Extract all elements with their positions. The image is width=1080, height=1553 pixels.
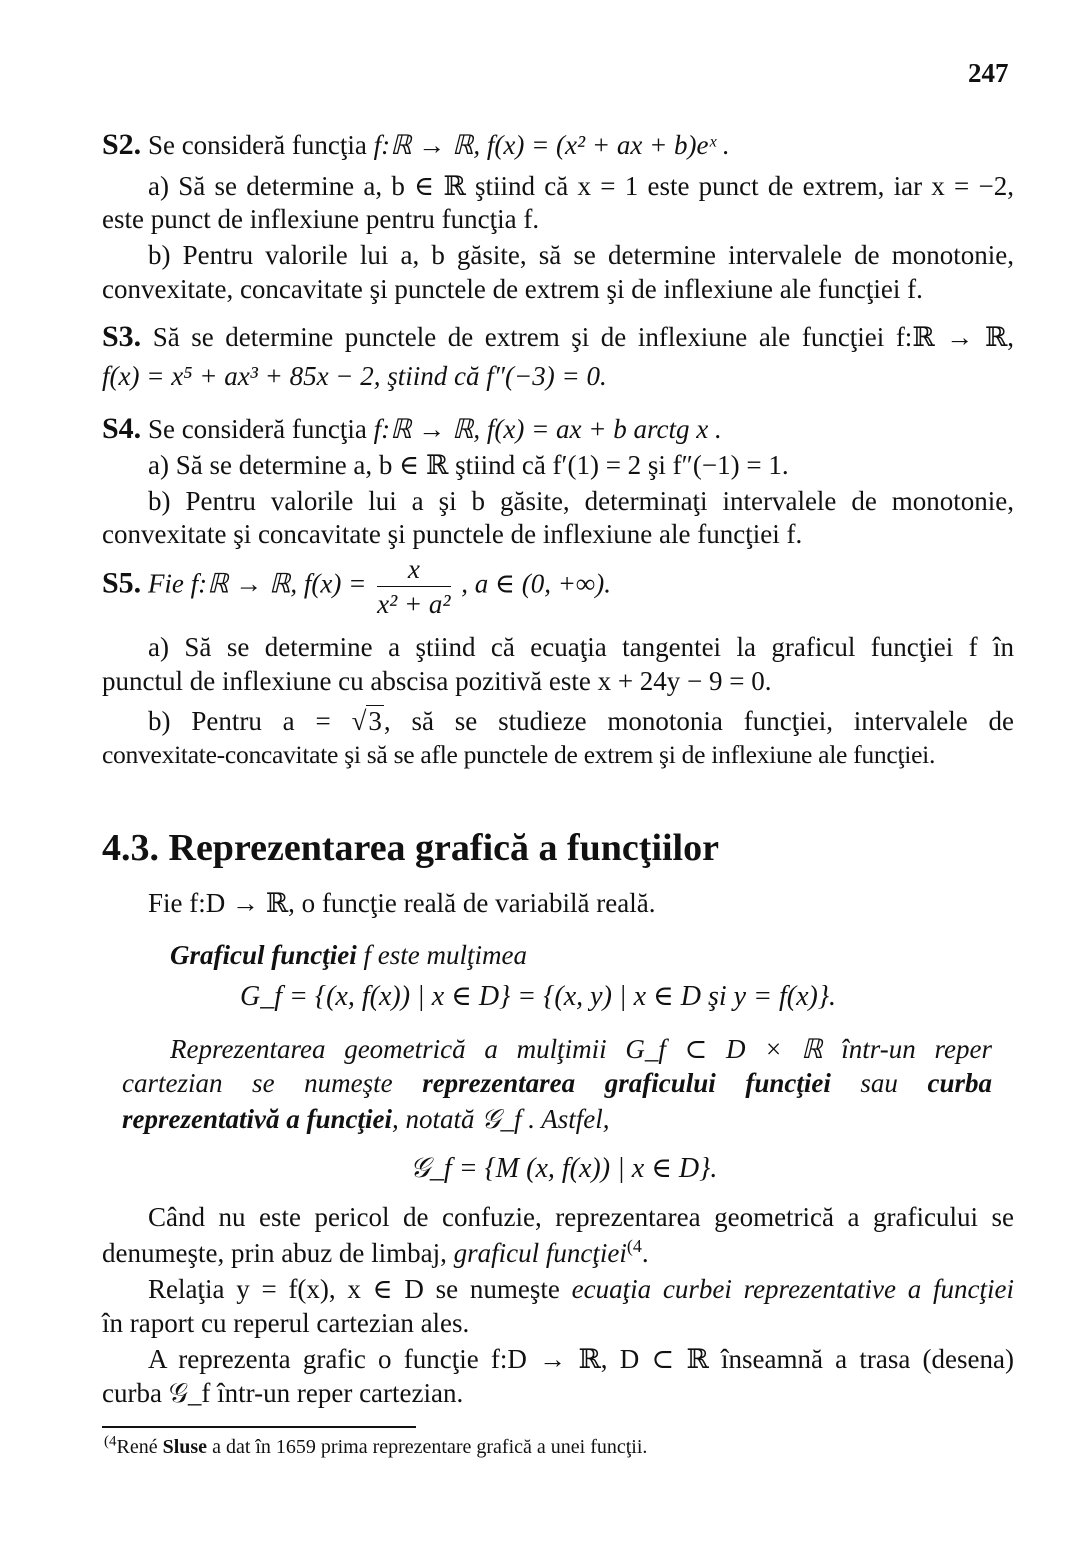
fraction-numerator: x bbox=[377, 552, 450, 587]
exercise-s2-part-b-line2: convexitate, concavitate şi punctele de extrem şi de inflexiune ale funcţiei f. bbox=[102, 274, 923, 304]
part-text: Să se determine a, b ∈ ℝ ştiind că x = 1 este punct de extrem, iar x = −2, bbox=[178, 171, 1014, 201]
exercise-label: S4. bbox=[102, 412, 142, 445]
exercise-s2-header bbox=[102, 128, 730, 162]
graph-definition bbox=[170, 938, 527, 972]
italic-term: ecuaţia curbei reprezentative a funcţiei bbox=[571, 1274, 1014, 1304]
exercise-s5-part-a-line2: punctul de inflexiune cu abscisa pozitivă este x + 24y − 9 = 0. bbox=[102, 666, 772, 696]
part-label: a) bbox=[148, 171, 169, 201]
paragraph-confusion-line1: Când nu este pericol de confuzie, reprezentarea geometrică a graficului se bbox=[148, 1202, 1014, 1232]
paragraph-represent-line2: curba 𝒢_f într-un reper cartezian. bbox=[102, 1378, 464, 1408]
term-bold: reprezentativă a funcţiei bbox=[122, 1104, 392, 1134]
part-text: Pentru a = bbox=[191, 706, 331, 736]
part-label: b) bbox=[148, 240, 171, 270]
exercise-s4-part-a bbox=[148, 448, 789, 482]
footnote-divider bbox=[102, 1426, 416, 1428]
term-bold: curba bbox=[927, 1068, 993, 1098]
footnote-text: a dat în 1659 prima reprezentare grafică a unei funcţii. bbox=[207, 1436, 648, 1458]
exercise-s5-header bbox=[102, 552, 611, 621]
footnote-text: René bbox=[116, 1436, 163, 1458]
paragraph-text: Relaţia y = f(x), x ∈ D se numeşte bbox=[148, 1274, 572, 1304]
exercise-s2-part-a-line1 bbox=[148, 169, 1014, 203]
paragraph-text: . bbox=[641, 1238, 649, 1268]
parameter-domain: , a ∈ (0, +∞). bbox=[461, 568, 611, 599]
part-text: Pentru valorile lui a, b găsite, să se determine intervalele de monotonie, bbox=[182, 240, 1014, 270]
term-bold: reprezentarea graficului funcţiei bbox=[422, 1068, 831, 1098]
graph-set-formula: G_f = {(x, f(x)) | x ∈ D} = {(x, y) | x ∈ D şi y = f(x)}. bbox=[240, 981, 837, 1012]
fraction bbox=[377, 552, 450, 621]
part-label: b) bbox=[148, 706, 171, 736]
function-intro: Fie f:ℝ → ℝ, f(x) = bbox=[147, 568, 367, 599]
exercise-text: Să se determine punctele de extrem şi de inflexiune ale funcţiei f:ℝ → ℝ, bbox=[152, 322, 1015, 352]
definition-text: f este mulţimea bbox=[356, 940, 527, 970]
paragraph-relation-line2: în raport cu reperul cartezian ales. bbox=[102, 1308, 470, 1338]
exercise-s4-header bbox=[102, 412, 722, 446]
paragraph-relation-line1 bbox=[148, 1272, 1014, 1306]
exercise-s3-line2: f(x) = x⁵ + ax³ + 85x − 2, ştiind că f″(−3) = 0. bbox=[102, 361, 607, 391]
section-intro: Fie f:D → ℝ, o funcţie reală de variabilă reală. bbox=[148, 888, 656, 918]
definition-text: , notată 𝒢_f . Astfel, bbox=[391, 1104, 610, 1134]
part-label: a) bbox=[148, 450, 169, 480]
part-text: , să se studieze monotonia funcţiei, intervalele de bbox=[383, 706, 1015, 736]
definition-text: sau bbox=[830, 1068, 928, 1098]
section-heading: 4.3. Reprezentarea grafică a funcţiilor bbox=[102, 827, 719, 869]
italic-term: graficul funcţiei bbox=[453, 1238, 627, 1268]
part-label: b) bbox=[148, 486, 171, 516]
exercise-s4-part-b-line1 bbox=[148, 484, 1014, 518]
exercise-label: S2. bbox=[102, 128, 142, 161]
exercise-label: S5. bbox=[102, 566, 142, 600]
definition-text: cartezian se numeşte bbox=[122, 1068, 423, 1098]
exercise-s4-part-b-line2: convexitate şi concavitate şi punctele de inflexiune ale funcţiei f. bbox=[102, 519, 803, 549]
exercise-label: S3. bbox=[102, 320, 142, 353]
footnote-name: Sluse bbox=[162, 1436, 208, 1458]
paragraph-represent-line1: A reprezenta grafic o funcţie f:D → ℝ, D ⊂ ℝ înseamnă a trasa (desena) bbox=[148, 1344, 1014, 1374]
geometric-representation-line2 bbox=[122, 1066, 992, 1100]
sqrt-radicand: 3 bbox=[368, 706, 382, 736]
curve-set-formula: 𝒢_f = {M (x, f(x)) | x ∈ D}. bbox=[410, 1153, 718, 1184]
fraction-denominator: x² + a² bbox=[377, 589, 451, 619]
part-label: a) bbox=[148, 632, 169, 662]
paragraph-confusion-line2 bbox=[102, 1236, 649, 1270]
exercise-s5-part-b-line1 bbox=[148, 704, 1014, 738]
exercise-s5-part-b-line2: convexitate-concavitate şi să se afle punctele de extrem şi de inflexiune ale funcţiei. bbox=[102, 740, 936, 769]
footnote-mark: (4 bbox=[104, 1433, 117, 1450]
exercise-s2-part-a-line2: este punct de inflexiune pentru funcţia f. bbox=[102, 204, 540, 234]
exercise-intro: Se consideră funcţia bbox=[147, 130, 367, 160]
exercise-s5-part-a-line1 bbox=[148, 630, 1014, 664]
part-text: Pentru valorile lui a şi b găsite, determinaţi intervalele de monotonie, bbox=[185, 486, 1014, 516]
geometric-representation-line1: Reprezentarea geometrică a mulţimii G_f ⊂ D × ℝ într-un reper bbox=[170, 1034, 992, 1064]
exercise-s2-part-b-line1 bbox=[148, 238, 1014, 272]
exercise-intro: Se consideră funcţia bbox=[147, 414, 367, 444]
geometric-representation-line3 bbox=[122, 1102, 609, 1136]
sqrt-expression: √3 bbox=[351, 706, 382, 736]
paragraph-text: denumeşte, prin abuz de limbaj, bbox=[102, 1238, 454, 1268]
part-text: Să se determine a ştiind că ecuaţia tangentei la graficul funcţiei f în bbox=[184, 632, 1015, 662]
exercise-s3-line1 bbox=[102, 320, 1014, 354]
footnote bbox=[104, 1434, 647, 1460]
term-bold: Graficul funcţiei bbox=[170, 940, 357, 970]
footnote-reference: (4 bbox=[626, 1236, 642, 1256]
function-definition: f:ℝ → ℝ, f(x) = ax + b arctg x . bbox=[373, 414, 722, 444]
function-definition: f:ℝ → ℝ, f(x) = (x² + ax + b)eˣ . bbox=[373, 130, 730, 160]
page-number: 247 bbox=[968, 58, 1009, 88]
part-text: Să se determine a, b ∈ ℝ ştiind că f′(1) = 2 şi f″(−1) = 1. bbox=[175, 450, 789, 480]
